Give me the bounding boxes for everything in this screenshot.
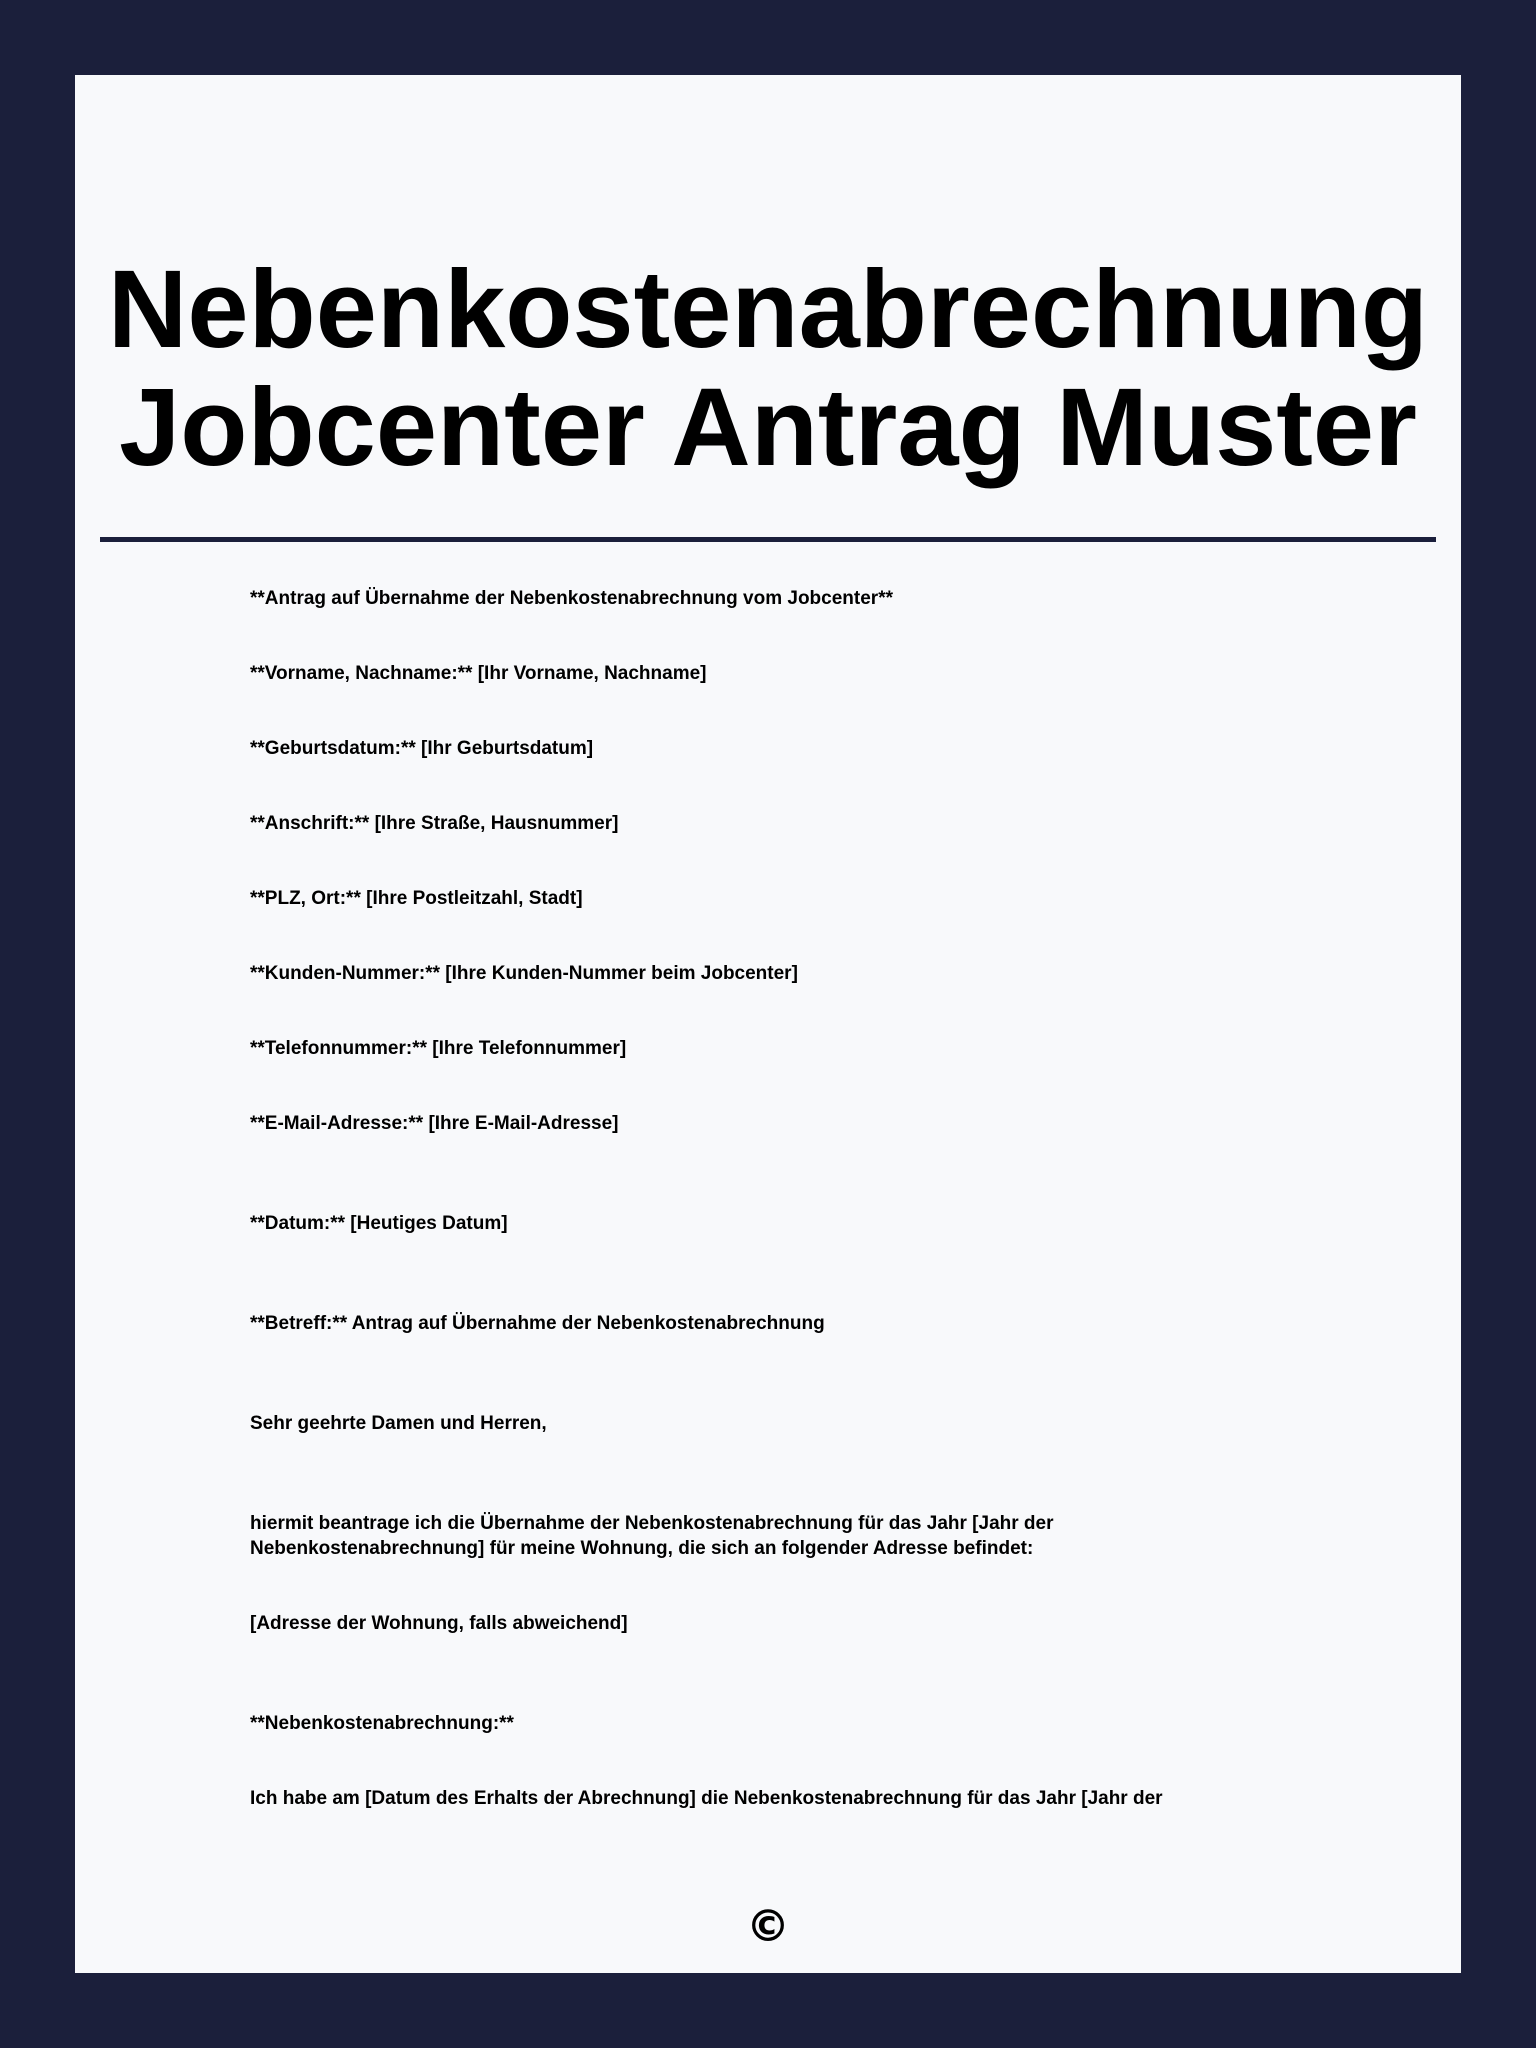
utility-bill-paragraph: Ich habe am [Datum des Erhalts der Abrechnung] die Nebenkostenabrechnung für das Jahr [Jahr der [250, 1788, 1163, 1809]
copyright-icon: © [746, 1901, 790, 1952]
date-field-line: **Datum:** [Heutiges Datum] [250, 1213, 508, 1234]
zip-city-field-line: **PLZ, Ort:** [Ihre Postleitzahl, Stadt] [250, 888, 583, 909]
document-title: Nebenkostenabrechnung Jobcenter Antrag Muster [107, 248, 1429, 489]
name-field-line: **Vorname, Nachname:** [Ihr Vorname, Nachname] [250, 663, 707, 684]
salutation: Sehr geehrte Damen und Herren, [250, 1413, 547, 1434]
email-field-line: **E-Mail-Adresse:** [Ihre E-Mail-Adresse] [250, 1113, 619, 1134]
document-page [75, 75, 1461, 1973]
apartment-address-line: [Adresse der Wohnung, falls abweichend] [250, 1613, 628, 1634]
address-field-line: **Anschrift:** [Ihre Straße, Hausnummer] [250, 813, 619, 834]
customer-number-field-line: **Kunden-Nummer:** [Ihre Kunden-Nummer beim Jobcenter] [250, 963, 798, 984]
title-divider [100, 537, 1436, 542]
form-heading: **Antrag auf Übernahme der Nebenkostenabrechnung vom Jobcenter** [250, 588, 893, 609]
birthdate-field-line: **Geburtsdatum:** [Ihr Geburtsdatum] [250, 738, 594, 759]
subject-line: **Betreff:** Antrag auf Übernahme der Nebenkostenabrechnung [250, 1313, 825, 1334]
request-paragraph: hiermit beantrage ich die Übernahme der Nebenkostenabrechnung für das Jahr [Jahr der Nebenkostenabrechnung] für meine Wohnung, die sich an folgender Adresse befindet: [250, 1513, 1054, 1559]
section-heading-utility-bill: **Nebenkostenabrechnung:** [250, 1713, 514, 1734]
phone-field-line: **Telefonnummer:** [Ihre Telefonnummer] [250, 1038, 627, 1059]
